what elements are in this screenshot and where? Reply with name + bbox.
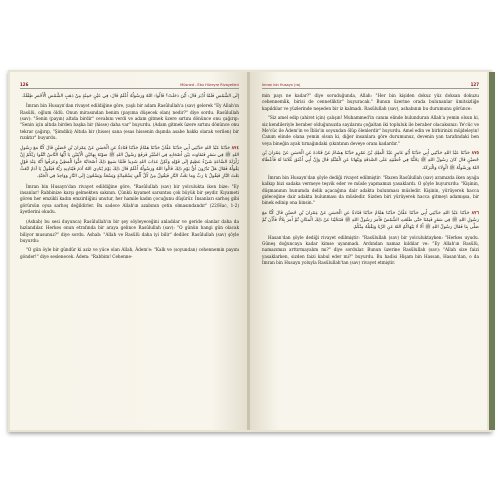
turkish-translation-paragraph: "Siz amel edip (ahiret için) çalışın! Muhammed'in canını elinde bulunduran Allah'a yemin olsun ki, siz kendileriyle beraber olduğunuzda sayılarını çoğaltan iki topluluk ile beraber olacaksınız: Ye'cüc ve Me'cüc ile Âdem'in ve İblis'in soyundan ölüp ölenlerdir" buyurdu. Amel edin ve birbirinizi müjdeleyin! Canım elinde olana yemin olsun ki, diğer insanlara göre durumunuz, devenin yan tarafındaki ben veya bineğin ayak tırnağındaki çıkıntının deveye oranı kadardır.": [262, 115, 479, 146]
hadith-number: ٨٧٦: [471, 210, 479, 216]
arabic-hadith-text: [20, 93, 239, 100]
turkish-translation-paragraph: İmran bin Husayn'dan rivayet edildiğine göre, "Rasûlullah (sav) bir yolculukta iken bize: "Ey insanlar! Rabbinize karşı gelmekten sakının. Çünkü kıyamet sarsıntısı çok büyük bir şeydir. Kıyameti gören her emzikli kadın emzirdiğini unutur, her hamile kadın çocuğunu düşürür. İnsanları sarhoş gibi görürsün oysa sarhoş değildirler. Bu sadece Allah'ın azabının çetin olmasındandır" (22/Hac, 1-2) âyetlerini okudu.: [20, 183, 239, 215]
turkish-translation-paragraph: Hasan'dan şöyle dediği rivayet edilmiştir: "Rasûlullah (sav) bir yolculuktayken: "Herkes uyudu. Güneş doğuncaya kadar kimse uyanmadı. Ardından namaz kıldılar ve: "Ey Allah'ın Rasûlü, namazımızı arttırmayalım mı?" diye sordular. Bunun üzerine Rasûlullah (sav): "Allah size faizi yasaklarken, sizden faizi kabul eder mi?" buyurdu. Bu hadisi Hişam bin Hassan, Hasan'dan, o da İmran bin Husayn yoluyla Rasûlullah'tan (sav) rivayet etmiştir.: [262, 234, 479, 266]
arabic-text: حَدَّثَنَا عَبْدُ اللهِ حَدَّثَنِي أَبِي حَدَّثَنَا عَفَّانُ حَدَّثَنَا هَمَّامٌ حَدَّثَنَا قَتَادَةُ عَنِ الْحَسَنِ عَنْ عِمْرَانَ بْنِ حُصَيْنٍ قَالَ كُنَّا مَعَ رَسُولِ اللهِ ﷺ فِي سَفَرٍ فَنِمْنَا حَتَّى طَلَعَتِ الشَّمْسُ فَأَمَرَ رَسُولُ اللهِ ﷺ فَتَنَحَّيْنَا عَنْ ذَلِكَ الْمَكَانِ ثُمَّ أَمَرَ بِلَالًا فَأَذَّنَ ثُمَّ صَلَّى بِنَا فَقَالَ رَسُولُ اللهِ ﷺ أَلَا لَا يَنْهَاكُمُ اللهُ عَنِ الرِّبَا وَيَقْبَلُهُ مِنْكُمْ.: [262, 210, 479, 231]
turkish-translation-paragraph: min payı ne kadar?" diye soruduğunda, Allah: "Her bin kişiden dokuz yüz doksan dokuzu cehennemlik, birisi de cennetliktir" buyuracak." Bunun üzerine orada bulunanlar ümitsizliğe kapıldılar ve yüzlerinde neşeden bir iz kalmadı. Rasûlullah (sav), ashabının bu durumunu görünce:: [262, 93, 479, 111]
turkish-translation-paragraph: İmran bin Husayn'dan şöyle dediği rivayet edilmiştir: "Bazen Rasûlullah (sav) aramızda iken ayağa kalkıp bizi sadaka vermeye teşvik eder ve müsle yapmamızı yasaklardı. O şöyle buyururdu: "Kişinin, düşmanının bunumda delik açacağına dair adakta bulunması müsledir. Kişinin, yürüyerek hacca gideceğine dair adakta bulunması da müsledir. Sizden biri yürüyerek hacca gitmeyi adamışsa, bir binek edinip ona binsin.": [262, 174, 479, 206]
left-page-body: [20, 93, 239, 260]
arabic-hadith-text: [20, 145, 239, 181]
right-running-head: [262, 82, 479, 89]
arabic-hadith-text: [262, 210, 479, 232]
arabic-text: إِلَى الشَّمْسِ فَلَمَّا أَدْبَرَ قَالَ: أَيْنَ دَخَلَتْ؟ قَالُوا: اللهُ وَرَسُولُهُ أَعْلَمُ قَالَ: فِي عَيْنٍ حَمِئَةٍ مِنْ ذَهَبٍ الشَّمْسِ الْأَحْمَرِ طِفْلَةً.: [21, 94, 239, 99]
arabic-text: حَدَّثَنَا عَبْدُ اللهِ حَدَّثَنِي أَبِي حَدَّثَنَا عَفَّانُ حَدَّثَنَا هَمَّامٌ حَدَّثَنَا قَتَادَةُ عَنِ الْحَسَنِ عَنْ عِمْرَانَ بْنِ حُصَيْنٍ قَالَ كُنَّا مَعَ رَسُولِ اللهِ ﷺ فِي سَفَرٍ فَتَفَاوَتَ بَيْنَ أَصْحَابِهِ فِي السَّيْرِ فَرَفَعَ رَسُولُ اللهِ ﷺ صَوْتَهُ بِهَاتَيْنِ الْآيَتَيْنِ يَا أَيُّهَا النَّاسُ اتَّقُوا رَبَّكُمْ إِنَّ زَلْزَلَةَ السَّاعَةِ شَيْءٌ عَظِيمٌ إِلَى قَوْلِهِ وَلَكِنَّ عَذَابَ اللهِ شَدِيدٌ فَلَمَّا سَمِعَ ذَلِكَ أَصْحَابُهُ حَثُّوا الْمَطِيَّ وَعَرَفُوا أَنَّهُ عِنْدَ قَوْلٍ يَقُولُهُ فَقَالَ هَلْ تَدْرُونَ أَيُّ يَوْمٍ ذَلِكَ قَالُوا اللهُ وَرَسُولُهُ أَعْلَمُ قَالَ ذَلِكَ يَوْمَ يُنَادِي اللهُ آدَمَ فَيُنَادِيهِ رَبُّهُ فَيَقُولُ يَا آدَمُ ابْعَثْ بَعْثَ النَّارِ فَيَقُولُ يَا رَبِّ وَمَا بَعْثُ النَّارِ فَيَقُولُ مِنْ كُلِّ أَلْفٍ تِسْعُمِائَةٍ وَتِسْعَةٌ وَتِسْعُونَ إِلَى النَّارِ وَوَاحِدٌ فِي الْجَنَّةِ.: [20, 145, 239, 180]
right-page-number: 127: [470, 82, 479, 87]
turkish-translation-paragraph: İmran bin Husayn'dan rivayet edildiğine göre, yaşlı bir adam Rasûlullah'a (sav) gelerek "Ey Allah'ın Rasûlü, oğlum öldü. Onun mirasından benim (payıma düşecek olan) nedir?" diye sordu. Rasûlullah (sav): "Senin (payın) altıda birdir" cevabını verdi ve adam gitmek üzere sırtını dönünce onu çağırıp: "Senin için altıda birden başka bir (hisse) daha var" buyurdu. (Adam gitmek üzere sırtını dönünce onu tekrar çağırıp, "Şimdiki) Altıda bir (hisse) sana (esas hissenin dışında asabe hakkı olarak verilen) bir rızıktır" buyurdu.: [20, 103, 239, 141]
turkish-translation-paragraph: (Ashab) bu sesi duyunca) Rasûlullah'ın bir şey söyleyeceğini anladılar ve geride olanlar daha da hızlandılar. Herkes onun etrafında bir araya gelince Rasûlullah (sav): "O günün hangi gün olacak biliyor musunuz?" diye sordu. Ashab: "Allah ve Rasûlü daha iyi bilir" dediler. Rasûlullah (sav) şöyle buyurdu:: [20, 218, 239, 243]
right-page-body: [262, 93, 479, 267]
left-page-number: 126: [20, 82, 29, 87]
hadith-number: ٨٧٥: [471, 151, 480, 157]
arabic-hadith-text: [262, 150, 479, 172]
hadith-number: ٨٧٤: [231, 145, 239, 151]
book-cover-edge: [489, 72, 495, 430]
left-page: [10, 72, 247, 430]
turkish-translation-paragraph: "O gün öyle bir gündür ki aziz ve yüce olan Allah, Âdem'e: "Kalk ve (soyundan) cehennemin payını gönder!" diye seslenecek. Âdem: "Rabbim! Cehenne-: [20, 247, 239, 259]
right-page: [250, 72, 487, 430]
left-running-title: Müsned - Ebu Hüreyre Rivayetleri: [180, 83, 239, 87]
left-running-head: [20, 82, 239, 89]
right-running-title: İmran bin Husayn (ra): [262, 83, 301, 87]
arabic-text: حَدَّثَنَا عَبْدُ اللهِ حَدَّثَنِي أَبِي حَدَّثَنَا أَبُو عَامِرٍ عَبْدُ الْمَلِكِ بْنُ عَمْرٍو حَدَّثَنَا هِشَامٌ عَنْ قَتَادَةَ عَنِ الْحَسَنِ عَنْ عِمْرَانَ بْنِ حُصَيْنٍ قَالَ كَانَ رَسُولُ اللهِ ﷺ يَحُثُّنَا فِي خُطْبَتِهِ عَلَى الصَّدَقَةِ وَيَنْهَانَا عَنِ الْمُثْلَةِ قَالَ وَإِنَّ أَبِي أَعْتَقَ غُلَامًا لَهُ فَأَعْطَاهُ اللهُ وَرَسُولُهُ ﷺ الْوِلَاءَ وَالْبَرَكَةَ.: [262, 151, 479, 171]
